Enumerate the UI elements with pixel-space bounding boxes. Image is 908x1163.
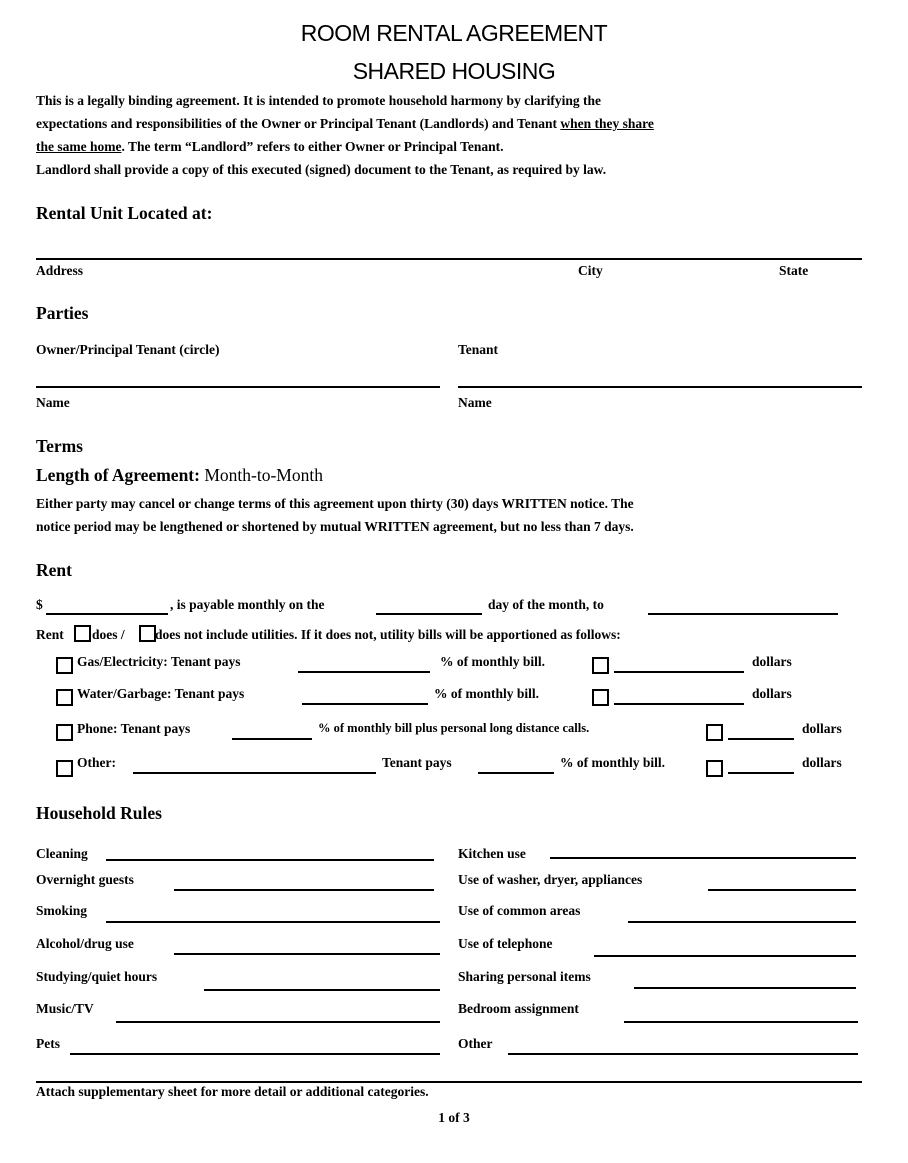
rule-studying-field[interactable] — [204, 989, 440, 991]
water-dollars-label: dollars — [752, 686, 792, 701]
document-title: ROOM RENTAL AGREEMENT — [300, 20, 608, 46]
rule-sharing-label: Sharing personal items — [458, 969, 591, 984]
rent-does-not-checkbox[interactable] — [139, 625, 156, 642]
water-dollars-checkbox[interactable] — [592, 689, 609, 706]
household-rules-heading: Household Rules — [36, 803, 162, 823]
rule-cleaning-field[interactable] — [106, 859, 434, 861]
city-label: City — [578, 263, 603, 278]
water-dollars-field[interactable] — [614, 703, 744, 705]
water-percent-field[interactable] — [302, 703, 428, 705]
rule-bedroom-label: Bedroom assignment — [458, 1001, 579, 1016]
rule-studying-label: Studying/quiet hours — [36, 969, 158, 984]
tenant-name-field[interactable] — [458, 386, 862, 388]
other-tenant-pays-label: Tenant pays — [382, 755, 452, 770]
gas-percent-field[interactable] — [298, 671, 430, 673]
gas-pct-label: % of monthly bill. — [440, 654, 546, 669]
gas-checkbox[interactable] — [56, 657, 73, 674]
rent-amount-field[interactable] — [46, 613, 168, 615]
page-number: 1 of 3 — [438, 1110, 470, 1125]
owner-name-field[interactable] — [36, 386, 440, 388]
other-description-field[interactable] — [133, 772, 376, 774]
rule-telephone-field[interactable] — [594, 955, 856, 957]
phone-dollars-checkbox[interactable] — [706, 724, 723, 741]
phone-pct-label: % of monthly bill plus personal long distance calls. — [318, 721, 590, 735]
owner-name-label: Name — [36, 395, 70, 410]
rent-dollar-sign: $ — [36, 597, 43, 612]
rental-unit-heading: Rental Unit Located at: — [36, 203, 213, 223]
gas-label: Gas/Electricity: Tenant pays — [77, 654, 241, 669]
gas-dollars-label: dollars — [752, 654, 792, 669]
rent-day-text: day of the month, to — [488, 597, 604, 612]
rule-cleaning-label: Cleaning — [36, 846, 88, 861]
rent-does-not-label: does not include utilities. If it does not, utility bills will be apportioned as follows: — [155, 627, 621, 642]
phone-label: Phone: Tenant pays — [77, 721, 191, 736]
water-label: Water/Garbage: Tenant pays — [77, 686, 245, 701]
other-pct-label: % of monthly bill. — [560, 755, 666, 770]
rule-smoking-label: Smoking — [36, 903, 88, 918]
tenant-name-label: Name — [458, 395, 492, 410]
rule-bedroom-field[interactable] — [624, 1021, 858, 1023]
gas-dollars-field[interactable] — [614, 671, 744, 673]
intro-line-3: the same home. The term “Landlord” refers to either Owner or Principal Tenant. — [36, 139, 504, 154]
rule-washer-label: Use of washer, dryer, appliances — [458, 872, 643, 887]
owner-label: Owner/Principal Tenant (circle) — [36, 342, 220, 357]
water-pct-label: % of monthly bill. — [434, 686, 540, 701]
length-of-agreement: Length of Agreement: Month-to-Month — [36, 465, 323, 485]
phone-percent-field[interactable] — [232, 738, 312, 740]
rule-music-field[interactable] — [116, 1021, 440, 1023]
other-checkbox[interactable] — [56, 760, 73, 777]
intro-line-1: This is a legally binding agreement. It is intended to promote household harmony by clarifying the — [36, 93, 602, 108]
state-label: State — [779, 263, 809, 278]
terms-line-2: notice period may be lengthened or shortened by mutual WRITTEN agreement, but no less than 7 days. — [36, 519, 634, 534]
other-dollars-field[interactable] — [728, 772, 794, 774]
rule-other-field[interactable] — [508, 1053, 858, 1055]
rule-common-areas-field[interactable] — [628, 921, 856, 923]
rule-smoking-field[interactable] — [106, 921, 440, 923]
address-field[interactable] — [36, 258, 862, 260]
rule-pets-field[interactable] — [70, 1053, 440, 1055]
intro-paragraph — [36, 89, 654, 181]
intro-line-4: Landlord shall provide a copy of this executed (signed) document to the Tenant, as required by law. — [36, 162, 607, 177]
phone-dollars-label: dollars — [802, 721, 842, 736]
other-label: Other: — [77, 755, 116, 770]
rule-music-label: Music/TV — [36, 1001, 94, 1016]
phone-checkbox[interactable] — [56, 724, 73, 741]
rule-washer-field[interactable] — [708, 889, 856, 891]
parties-heading: Parties — [36, 303, 89, 323]
rule-common-areas-label: Use of common areas — [458, 903, 581, 918]
phone-dollars-field[interactable] — [728, 738, 794, 740]
rent-heading: Rent — [36, 560, 72, 580]
document-subtitle: SHARED HOUSING — [352, 58, 556, 84]
rent-day-field[interactable] — [376, 613, 482, 615]
rule-telephone-label: Use of telephone — [458, 936, 553, 951]
supplementary-line — [36, 1081, 862, 1083]
rule-kitchen-label: Kitchen use — [458, 846, 526, 861]
rule-other-label: Other — [458, 1036, 493, 1051]
terms-paragraph — [36, 492, 634, 538]
rule-sharing-field[interactable] — [634, 987, 856, 989]
rule-overnight-label: Overnight guests — [36, 872, 134, 887]
rule-alcohol-label: Alcohol/drug use — [36, 936, 134, 951]
rent-does-label: does / — [92, 627, 125, 642]
tenant-label: Tenant — [458, 342, 499, 357]
other-dollars-label: dollars — [802, 755, 842, 770]
rule-alcohol-field[interactable] — [174, 953, 440, 955]
rule-kitchen-field[interactable] — [550, 857, 856, 859]
rule-overnight-field[interactable] — [174, 889, 434, 891]
other-dollars-checkbox[interactable] — [706, 760, 723, 777]
terms-heading: Terms — [36, 436, 83, 456]
terms-line-1: Either party may cancel or change terms of this agreement upon thirty (30) days WRITTEN notice. The — [36, 496, 634, 511]
rent-word: Rent — [36, 627, 64, 642]
rent-payee-field[interactable] — [648, 613, 838, 615]
water-checkbox[interactable] — [56, 689, 73, 706]
other-percent-field[interactable] — [478, 772, 554, 774]
rent-does-checkbox[interactable] — [74, 625, 91, 642]
rent-payable-text: , is payable monthly on the — [170, 597, 325, 612]
rule-pets-label: Pets — [36, 1036, 60, 1051]
intro-line-2: expectations and responsibilities of the Owner or Principal Tenant (Landlords) and Tenant when they share — [36, 116, 654, 131]
gas-dollars-checkbox[interactable] — [592, 657, 609, 674]
address-label: Address — [36, 263, 84, 278]
attach-note: Attach supplementary sheet for more detail or additional categories. — [36, 1084, 429, 1099]
